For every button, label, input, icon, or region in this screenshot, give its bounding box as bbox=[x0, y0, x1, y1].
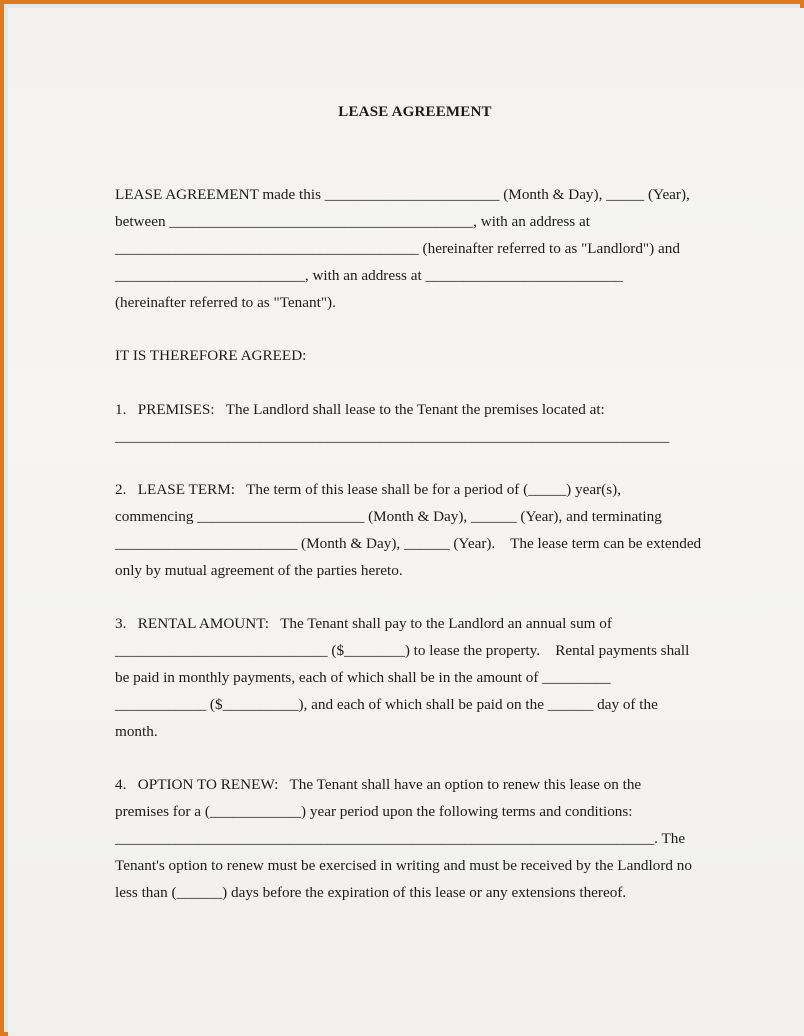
option-renew-line-1: 4. OPTION TO RENEW: The Tenant shall have an option to renew this lease on the bbox=[115, 776, 642, 793]
option-renew-line-5: less than (______) days before the expiration of this lease or any extensions thereof. bbox=[115, 884, 627, 901]
option-renew-line-2: premises for a (____________) year period upon the following terms and conditions: bbox=[115, 803, 633, 820]
rental-amount-line-1: 3. RENTAL AMOUNT: The Tenant shall pay to the Landlord an annual sum of bbox=[115, 615, 612, 632]
premises-line-1: 1. PREMISES: The Landlord shall lease to the Tenant the premises located at: bbox=[115, 401, 605, 418]
rental-amount-line-3: be paid in monthly payments, each of which shall be in the amount of _________ bbox=[115, 669, 611, 686]
rental-amount-line-4: ____________ ($__________), and each of which shall be paid on the ______ day of the bbox=[115, 696, 658, 713]
rental-amount-line-2: ____________________________ ($________) to lease the property. Rental payments shall bbox=[115, 642, 690, 659]
agreed-heading: IT IS THEREFORE AGREED: bbox=[115, 347, 307, 364]
intro-line-2: between ________________________________________, with an address at bbox=[115, 213, 590, 230]
rental-amount-line-5: month. bbox=[115, 723, 158, 740]
document-title: LEASE AGREEMENT bbox=[338, 104, 492, 120]
document-page bbox=[8, 8, 804, 1036]
intro-line-4: _________________________, with an address at __________________________ bbox=[115, 267, 623, 284]
option-renew-line-3: _______________________________________________________________________. The bbox=[115, 830, 686, 847]
lease-term-line-1: 2. LEASE TERM: The term of this lease shall be for a period of (_____) year(s), bbox=[115, 481, 621, 498]
intro-line-3: ________________________________________ (hereinafter referred to as "Landlord") and bbox=[115, 240, 680, 257]
intro-line-1: LEASE AGREEMENT made this _______________________ (Month & Day), _____ (Year), bbox=[115, 186, 690, 203]
lease-term-line-2: commencing ______________________ (Month & Day), ______ (Year), and terminating bbox=[115, 508, 662, 525]
option-renew-line-4: Tenant's option to renew must be exercised in writing and must be received by the Landlord no bbox=[115, 857, 692, 874]
lease-term-line-4: only by mutual agreement of the parties hereto. bbox=[115, 562, 403, 579]
intro-line-5: (hereinafter referred to as "Tenant"). bbox=[115, 294, 336, 311]
premises-line-2: _________________________________________________________________________ bbox=[115, 428, 670, 445]
lease-term-line-3: ________________________ (Month & Day), ______ (Year). The lease term can be extended bbox=[115, 535, 702, 552]
